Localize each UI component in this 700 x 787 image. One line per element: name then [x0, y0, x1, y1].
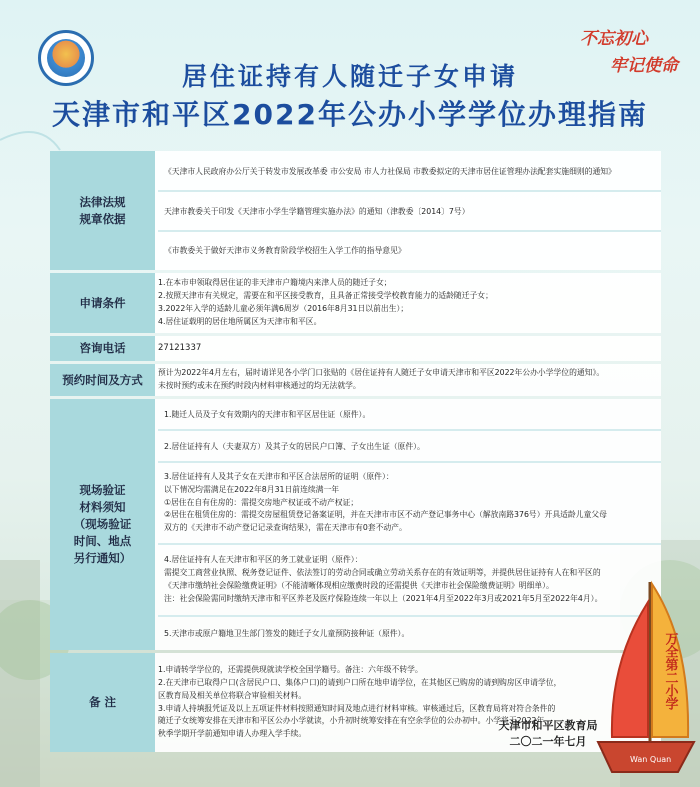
law-item-2	[158, 192, 661, 232]
material-item-3	[158, 463, 661, 545]
appointment-line-2: 未按时预约或未在预约时段内材料审核通过的均无法就学。	[158, 381, 361, 390]
material-3-line-2: 以下情况均需满足在2022年8月31日前连续满一年	[164, 484, 340, 494]
row-materials	[50, 399, 661, 650]
row-law	[50, 151, 661, 270]
material-item-5	[158, 617, 661, 650]
note-line-5: 随迁子女统筹安排在天津市和平区公办小学就读，小升初时统筹安排在有空余学位的公办初中。小学将于2022年	[158, 716, 545, 726]
label-law	[50, 151, 155, 270]
law-item-1	[158, 152, 661, 192]
note-line-3: 区教育局及相关单位将联合审验相关材料。	[158, 690, 307, 700]
note-line-4: 3.申请人持填报凭证及以上五项证件材料按照通知时间及地点进行材料审核。审核通过后，区教育局将对符合条件的	[158, 703, 556, 713]
slogan-line1: 不忘初心	[580, 29, 648, 49]
material-item-1-text: 1.随迁人员及子女有效期内的天津市和平区居住证（原件）。	[164, 409, 371, 419]
material-item-1	[158, 399, 661, 431]
row-appointment	[50, 364, 661, 396]
row-phone	[50, 336, 661, 361]
law-item-2-text: 天津市教委关于印发《天津市小学生学籍管理实施办法》的通知（津教委〔2014〕7号）	[164, 206, 470, 216]
label-phone: 咨询电话	[50, 336, 155, 361]
condition-line-3: 3.2022年入学的适龄儿童必须年满6周岁（2016年8月31日以前出生）；	[158, 304, 409, 313]
label-appointment: 预约时间及方式	[50, 364, 155, 396]
content-phone	[155, 336, 661, 361]
material-4-line-1: 4.居住证持有人在天津市和平区的务工就业证明（原件）：	[164, 555, 363, 565]
note-line-1: 1.申请转学学位的，还需提供现就读学校全国学籍号。备注：六年级不转学。	[158, 665, 423, 675]
material-4-line-4: 注：社会保险需同时缴纳天津市和平区养老及医疗保险连续一年以上（2021年4月至2022年3月或2021年5月至2022年4月）。	[164, 593, 603, 603]
sail-text: 万全第二小学	[662, 632, 678, 710]
material-3-line-4: ②居住在租赁住房的：需提交房屋租赁登记备案证明，并在天津市市区不动产登记事务中心（解放南路376号）开具适龄儿童父母	[164, 510, 607, 520]
label-materials	[50, 399, 155, 650]
note-line-6: 秋季学期开学前通知申请人办理入学手续。	[158, 729, 307, 739]
slogan-line2: 牢记使命	[610, 56, 678, 76]
footer-date: 二〇二一年七月	[509, 735, 587, 748]
condition-line-1: 1.在本市申领取得居住证的非天津市户籍境内来津人员的随迁子女；	[158, 278, 392, 288]
law-item-1-text: 《天津市人民政府办公厅关于转发市发展改革委 市公安局 市人力社保局 市教委拟定的天津市居住证管理办法配套实施细则的通知》	[164, 166, 616, 176]
condition-line-4: 4.居住证载明的居住地所属区为天津市和平区。	[158, 316, 322, 326]
content-conditions	[155, 273, 661, 333]
label-materials-text: 现场验证 材料须知 （现场验证 时间、地点 另行通知）	[73, 483, 132, 565]
row-conditions	[50, 273, 661, 333]
boat-brand-text: Wan Quan	[630, 755, 672, 764]
label-law-text: 法律法规 规章依据	[79, 194, 126, 226]
material-3-line-3: ①居住在自有住房的：需提交房地产权证或不动产权证；	[164, 497, 359, 507]
content-law	[155, 151, 661, 270]
material-item-2-text: 2.居住证持有人（夫妻双方）及其子女的居民户口簿、子女出生证（原件）。	[164, 441, 425, 451]
label-notes: 备 注	[50, 653, 155, 752]
material-item-5-text: 5.天津市或原户籍地卫生部门签发的随迁子女儿童预防接种证（原件）。	[164, 629, 410, 638]
note-line-2: 2.在天津市已取得户口(含居民户口、集体户口)的请到户口所在地申请学位，在其他区已购房的请到购房区申请学位，	[158, 677, 562, 687]
material-item-2	[158, 431, 661, 463]
guide-table	[50, 148, 661, 755]
material-4-line-3: 《天津市缴纳社会保险缴费证明》（不能清晰体现相应缴费时段的还需提供《天津市社会保险缴费证明》明细单）。	[164, 581, 554, 590]
material-3-line-5: 双方的《天津市不动产登记记录查询结果》，需在天津市有0套不动产。	[164, 523, 407, 533]
sailboat-illustration	[590, 572, 700, 787]
page-title-line1: 居住证持有人随迁子女申请	[181, 62, 518, 91]
footer-org: 天津市和平区教育局	[498, 719, 598, 732]
phone-number: 27121337	[158, 343, 202, 354]
material-3-line-1: 3.居住证持有人及其子女在天津市和平区合法居所的证明（原件）：	[164, 472, 394, 481]
appointment-line-1: 预计为2022年4月左右，届时请详见各小学门口张贴的《居住证持有人随迁子女申请天津市和平区2022年公办小学学位的通知》。	[158, 368, 605, 378]
content-materials	[155, 399, 661, 650]
law-item-3	[158, 232, 661, 269]
label-conditions: 申请条件	[50, 273, 155, 333]
content-appointment	[155, 364, 661, 396]
law-item-3-text: 《市教委关于做好天津市义务教育阶段学校招生入学工作的指导意见》	[164, 246, 406, 255]
material-item-4	[158, 545, 661, 617]
page-title-line2: 天津市和平区2022年公办小学学位办理指南	[52, 98, 648, 131]
condition-line-2: 2.按照天津市有关规定，需要在和平区接受教育，且具备正常接受学校教育能力的适龄随迁子女；	[158, 291, 493, 301]
material-4-line-2: 需提交工商营业执照、税务登记证件、依法签订的劳动合同或确立劳动关系存在的有效证明等，并提供居住证持有人在和平区的	[164, 568, 601, 578]
